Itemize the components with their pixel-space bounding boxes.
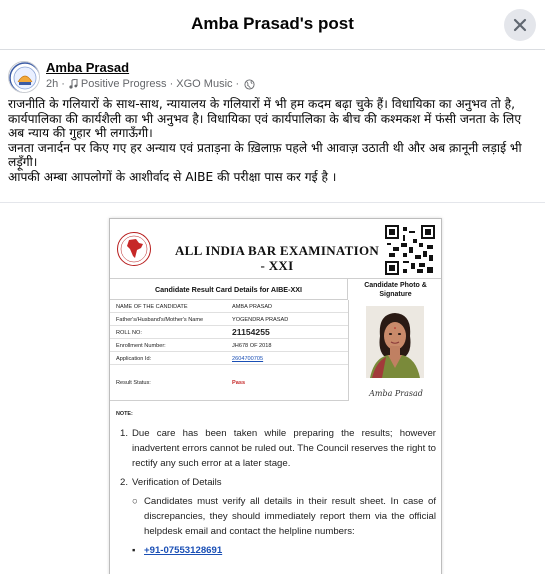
post-author-row — [8, 57, 528, 97]
row-value: AMBA PRASAD — [232, 304, 273, 310]
dialog-title: Amba Prasad's post — [191, 14, 354, 33]
qr-code-icon — [385, 225, 435, 275]
music-note-icon — [68, 79, 78, 89]
table-row — [110, 352, 348, 365]
table-row — [110, 339, 348, 352]
row-label: Father's/Husband's/Mother's Name — [116, 317, 204, 323]
result-card-header — [110, 219, 442, 279]
list-item — [120, 426, 436, 471]
note-label: NOTE: — [116, 411, 133, 417]
row-value: YOGENDRA PRASAD — [232, 317, 289, 323]
note-number: 2. — [120, 477, 129, 488]
post — [0, 51, 545, 574]
audio-track-link[interactable]: Positive Progress · XGO Music — [80, 78, 233, 90]
helpline-number: +91-07553128691 — [144, 545, 223, 556]
india-map-emblem-icon — [116, 231, 152, 267]
row-label: NAME OF THE CANDIDATE — [116, 304, 188, 310]
table-row — [110, 300, 348, 313]
post-text — [8, 97, 538, 185]
post-dialog-header — [0, 0, 545, 50]
row-label: Application Id: — [116, 356, 152, 362]
exam-title: ALL INDIA BAR EXAMINATION - XXI — [174, 243, 380, 273]
result-card — [109, 218, 442, 574]
candidate-signature — [368, 384, 424, 400]
details-heading: Candidate Result Card Details for AIBE-XXI — [110, 279, 348, 300]
post-text-paragraph: जनता जनार्दन पर किए गए हर अन्याय एवं प्रताड़ना के ख़िलाफ़ पहले भी आवाज़ उठाती थी और अब क़ानूनी लड़ाई भी लड़ूँगी। — [8, 140, 522, 170]
note-number: 1. — [120, 428, 129, 439]
application-id-link: 2604700705 — [232, 356, 264, 362]
post-time[interactable]: 2h — [46, 78, 59, 90]
table-row — [110, 313, 348, 326]
helpline-phone: ▪ +91-07553128691 — [132, 545, 223, 556]
note-text: Verification of Details — [132, 477, 222, 488]
candidate-details-table — [110, 300, 348, 401]
sub-note-text: Candidates must verify all details in their result sheet. In case of discrepancies, they should immediately report them via the official helpdesk email and contact the helpline numbers: — [144, 496, 436, 537]
close-button[interactable] — [504, 9, 536, 41]
row-label: Enrollment Number: — [116, 343, 166, 349]
table-row — [110, 326, 348, 339]
post-text-paragraph: आपकी अम्बा आपलोगों के आशीर्वाद से AIBE की परीक्षा पास कर गई है । — [8, 169, 337, 184]
row-value: JH678 OF 2018 — [232, 343, 272, 349]
result-status: Pass — [232, 380, 246, 386]
list-item: ○ Candidates must verify all details in their result sheet. In case of discrepancies, they should immediately report them via the official helpdesk email and contact the helpline numbers: — [132, 496, 436, 537]
close-icon — [513, 18, 527, 32]
avatar[interactable] — [8, 61, 40, 93]
post-meta: 2h · Positive Progress · XGO Music · — [46, 78, 255, 90]
roll-number: 21154255 — [232, 327, 270, 337]
list-item — [120, 475, 436, 490]
post-photo[interactable] — [0, 202, 545, 574]
photo-heading: Candidate Photo & Signature — [364, 282, 427, 298]
table-row — [110, 365, 348, 401]
row-label: ROLL NO: — [116, 330, 142, 336]
candidate-photo — [366, 306, 424, 378]
note-text: Due care has been taken while preparing the results; however inadvertent errors cannot be ruled out. The Council reserves the right to rectify any such error at a later stage. — [132, 428, 436, 469]
author-name-link[interactable]: Amba Prasad — [46, 60, 130, 75]
signature-text: Amba Prasad — [369, 389, 423, 398]
row-label: Result Status: — [116, 380, 151, 386]
post-text-paragraph: राजनीति के गलियारों के साथ-साथ, न्यायालय के गलियारों में भी हम कदम बढ़ा चुके हैं। विधायिका का अनुभव तो है, कार्यपालिका की कार्यशैली का भी अनुभव है। विधायिका एवं कार्यपालिका के बीच की कश्मकश में फंसी जनता के लिए अब न्याय की गुहार भी लगाऊँगी। — [8, 97, 522, 141]
notes-list — [120, 426, 436, 558]
globe-icon[interactable] — [244, 79, 255, 90]
